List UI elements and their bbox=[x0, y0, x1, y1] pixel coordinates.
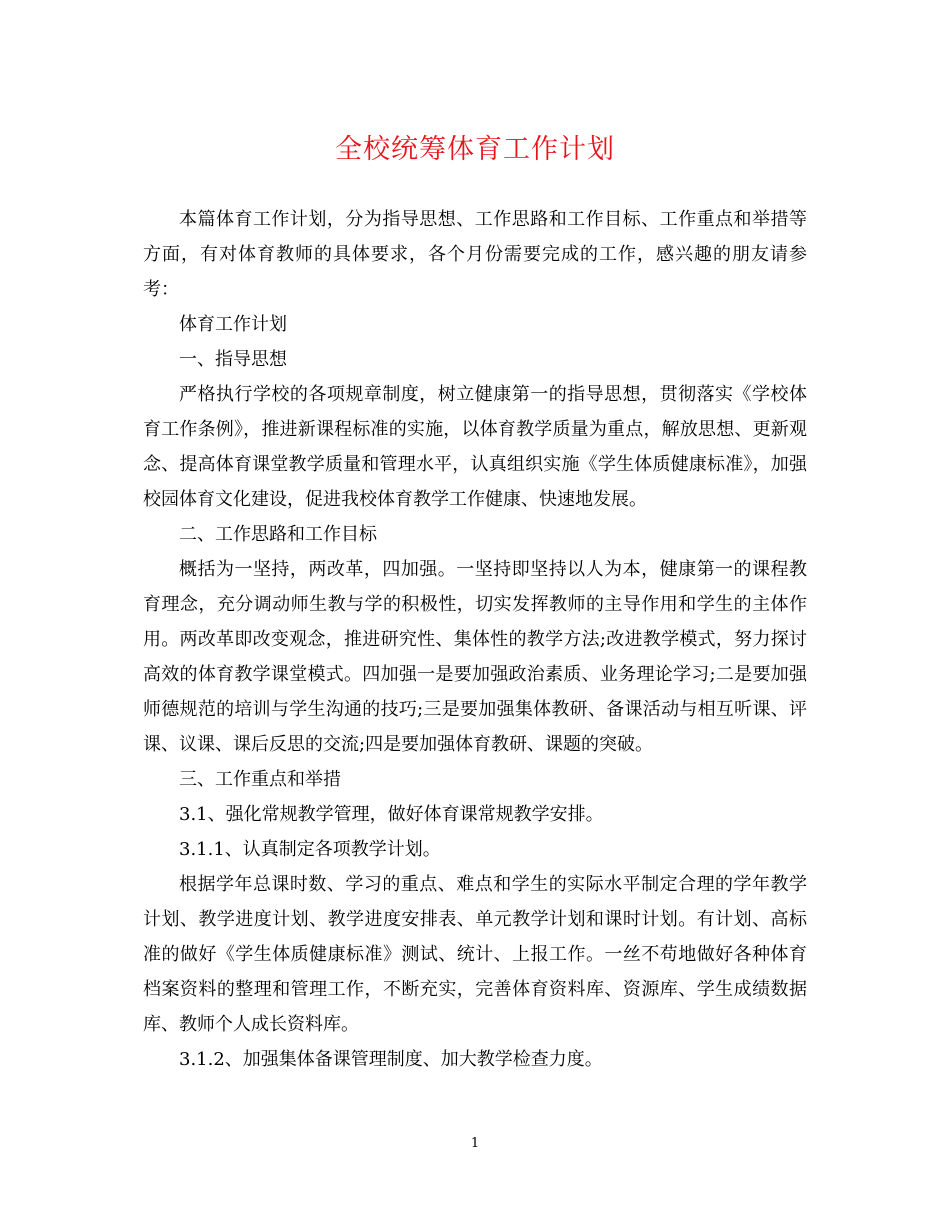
page-number: 1 bbox=[470, 1136, 480, 1151]
work-ideas-paragraph: 概括为一坚持，两改革，四加强。一坚持即坚持以人为本，健康第一的课程教育理念，充分调动师生教与学的积极性，切实发挥教师的主导作用和学生的主体作用。两改革即改变观念，推进研究性、集体性的教学方法;改进教学模式，努力探讨高效的体育教学课堂模式。四加强一是要加强政治素质、业务理论学习;二是要加强师德规范的培训与学生沟通的技巧;三是要加强集体教研、备课活动与相互听课、评课、议课、课后反思的交流;四是要加强体育教研、课题的突破。 bbox=[143, 559, 807, 755]
section-heading-key-work-measures: 三、工作重点和举措 bbox=[179, 769, 341, 790]
subsection-3-1-1: 3.1.1、认真制定各项教学计划。 bbox=[179, 839, 441, 860]
section-heading-guiding-thought: 一、指导思想 bbox=[179, 349, 287, 370]
guiding-thought-paragraph: 严格执行学校的各项规章制度，树立健康第一的指导思想，贯彻落实《学校体育工作条例》，推进新课程标准的实施，以体育教学质量为重点，解放思想、更新观念、提高体育课堂教学质量和管理水平，认真组织实施《学生体质健康标准》，加强校园体育文化建设，促进我校体育教学工作健康、快速地发展。 bbox=[143, 384, 807, 510]
subsection-3-1-2: 3.1.2、加强集体备课管理制度、加大教学检查力度。 bbox=[179, 1049, 603, 1070]
intro-paragraph: 本篇体育工作计划，分为指导思想、工作思路和工作目标、工作重点和举措等方面，有对体育教师的具体要求，各个月份需要完成的工作，感兴趣的朋友请参考： bbox=[143, 209, 807, 300]
document-body bbox=[143, 202, 807, 1077]
document-title: 全校统筹体育工作计划 bbox=[335, 134, 615, 165]
teaching-plan-paragraph: 根据学年总课时数、学习的重点、难点和学生的实际水平制定合理的学年教学计划、教学进度计划、教学进度安排表、单元教学计划和课时计划。有计划、高标准的做好《学生体质健康标准》测试、统计、上报工作。一丝不苟地做好各种体育档案资料的整理和管理工作，不断充实，完善体育资料库、资源库、学生成绩数据库、教师个人成长资料库。 bbox=[143, 874, 807, 1035]
subsection-3-1: 3.1、强化常规教学管理，做好体育课常规教学安排。 bbox=[179, 804, 604, 825]
section-heading-work-ideas-goals: 二、工作思路和工作目标 bbox=[179, 524, 377, 545]
plan-heading: 体育工作计划 bbox=[179, 314, 287, 335]
